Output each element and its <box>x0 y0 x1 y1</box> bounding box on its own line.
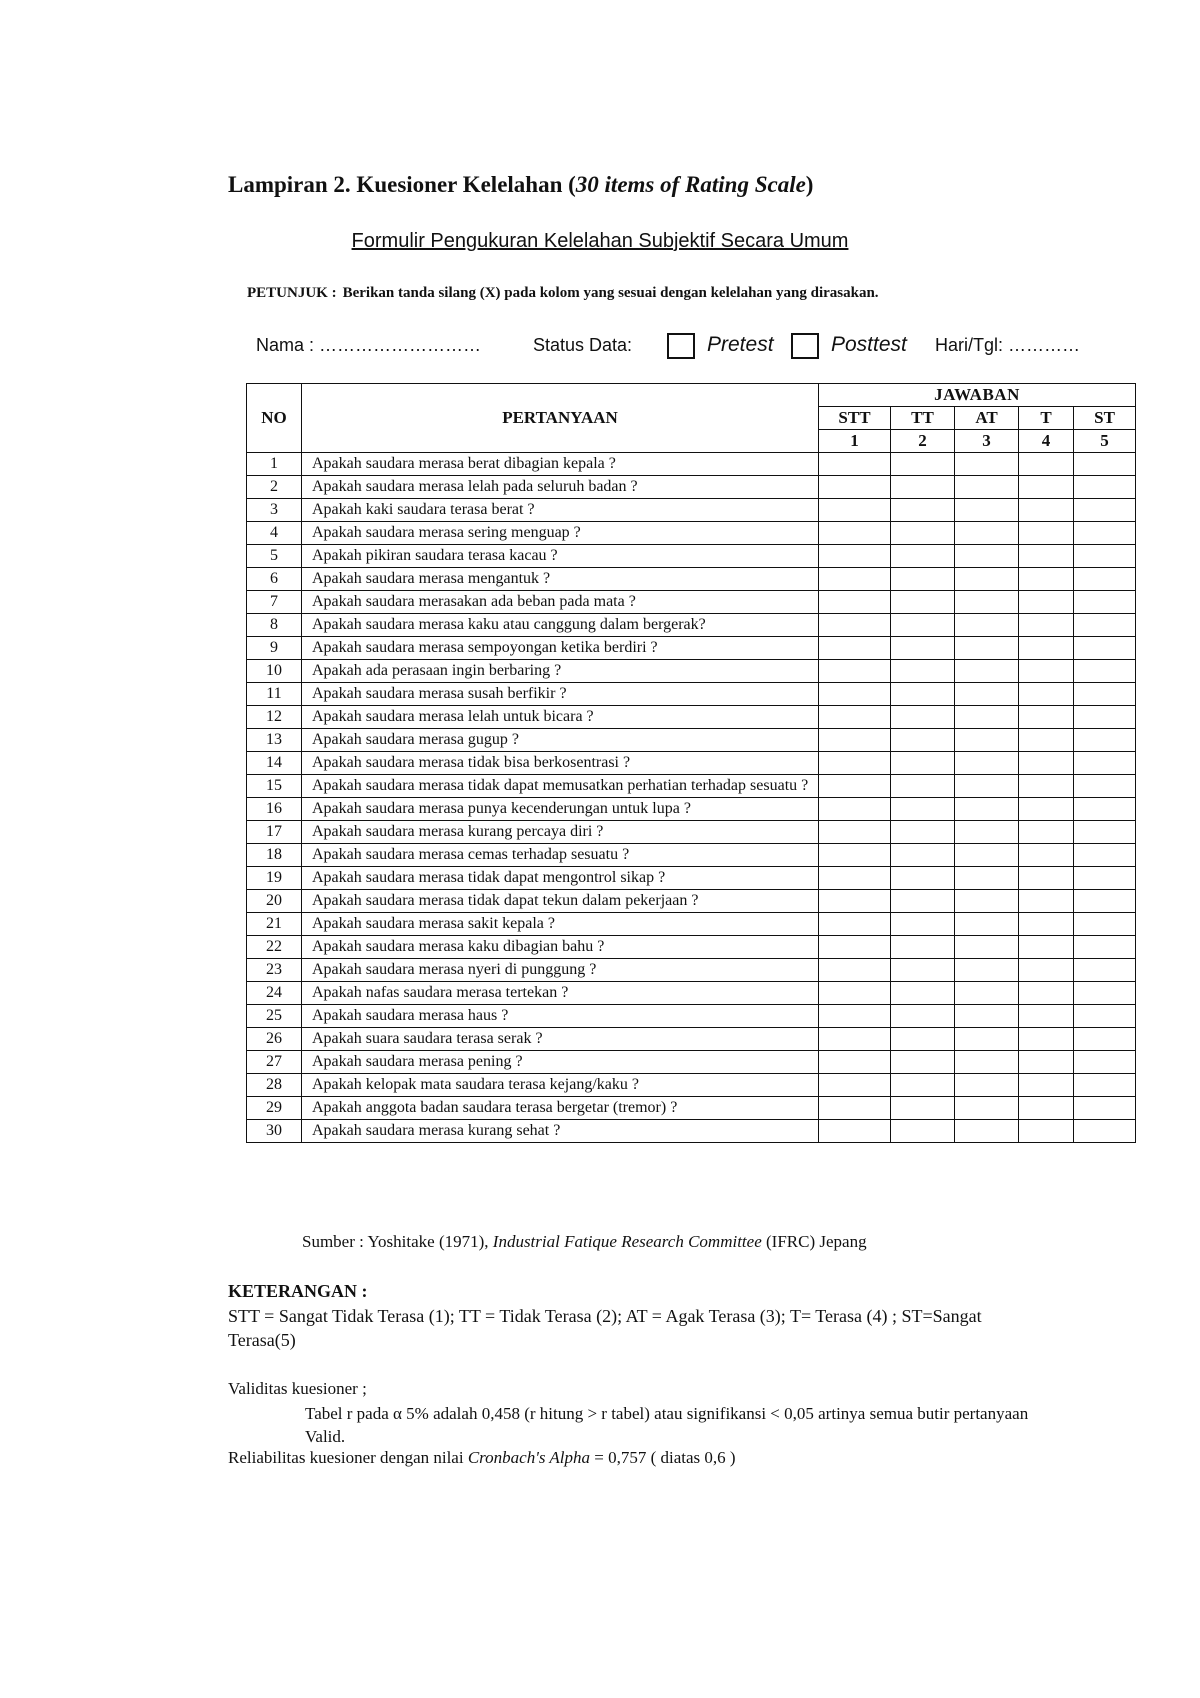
instructions <box>247 285 879 302</box>
question-text: Apakah saudara merasa cemas terhadap sesuatu ? <box>302 844 819 867</box>
answer-cell[interactable] <box>819 890 891 913</box>
title-suffix: ) <box>805 172 814 197</box>
table-row <box>247 1074 1136 1097</box>
question-number: 23 <box>247 959 302 982</box>
header-no: NO <box>247 384 302 453</box>
table-row <box>247 476 1136 499</box>
table-row <box>247 1051 1136 1074</box>
answer-cell[interactable] <box>955 568 1019 591</box>
answer-cell[interactable] <box>891 614 955 637</box>
answer-cell[interactable] <box>1019 959 1074 982</box>
answer-cell[interactable] <box>955 729 1019 752</box>
pretest-label: Pretest <box>707 333 774 356</box>
question-text: Apakah kaki saudara terasa berat ? <box>302 499 819 522</box>
answer-cell[interactable] <box>891 1120 955 1143</box>
header-answer: JAWABAN <box>819 384 1136 407</box>
question-text: Apakah saudara merasa gugup ? <box>302 729 819 752</box>
question-text: Apakah saudara merasa sempoyongan ketika berdiri ? <box>302 637 819 660</box>
source-italic: Industrial Fatique Research Committee <box>492 1232 762 1251</box>
question-number: 1 <box>247 453 302 476</box>
answer-cell[interactable] <box>819 637 891 660</box>
answer-cell[interactable] <box>1074 1005 1136 1028</box>
reliability-italic: Cronbach's Alpha <box>467 1448 590 1467</box>
answer-cell[interactable] <box>955 1120 1019 1143</box>
answer-cell[interactable] <box>891 522 955 545</box>
answer-cell[interactable] <box>1019 476 1074 499</box>
question-text: Apakah kelopak mata saudara terasa kejang/kaku ? <box>302 1074 819 1097</box>
title-prefix: Lampiran 2. Kuesioner Kelelahan ( <box>228 172 576 197</box>
answer-cell[interactable] <box>891 453 955 476</box>
answer-cell[interactable] <box>955 844 1019 867</box>
answer-cell[interactable] <box>1074 706 1136 729</box>
answer-cell[interactable] <box>955 591 1019 614</box>
answer-cell[interactable] <box>955 936 1019 959</box>
answer-cell[interactable] <box>1074 844 1136 867</box>
answer-cell[interactable] <box>1074 1097 1136 1120</box>
answer-cell[interactable] <box>1074 1028 1136 1051</box>
table-row <box>247 499 1136 522</box>
legend-heading: KETERANGAN : <box>228 1281 368 1301</box>
answer-cell[interactable] <box>891 844 955 867</box>
answer-cell[interactable] <box>1019 545 1074 568</box>
answer-cell[interactable] <box>819 867 891 890</box>
answer-cell[interactable] <box>1019 775 1074 798</box>
answer-cell[interactable] <box>955 522 1019 545</box>
answer-cell[interactable] <box>1074 798 1136 821</box>
answer-code: TT <box>891 407 955 430</box>
question-text: Apakah saudara merasa pening ? <box>302 1051 819 1074</box>
table-row <box>247 568 1136 591</box>
instructions-label: PETUNJUK : <box>247 285 337 301</box>
table-row <box>247 1120 1136 1143</box>
answer-cell[interactable] <box>1019 706 1074 729</box>
answer-cell[interactable] <box>819 1028 891 1051</box>
validity-heading: Validitas kuesioner ; <box>228 1379 367 1398</box>
answer-cell[interactable] <box>891 867 955 890</box>
reliability-prefix: Reliabilitas kuesioner dengan nilai <box>228 1448 468 1467</box>
answer-cell[interactable] <box>891 568 955 591</box>
answer-cell[interactable] <box>1074 660 1136 683</box>
answer-cell[interactable] <box>1074 1120 1136 1143</box>
answer-cell[interactable] <box>891 706 955 729</box>
answer-cell[interactable] <box>891 1028 955 1051</box>
questionnaire-body <box>247 453 1136 1143</box>
question-number: 3 <box>247 499 302 522</box>
table-row <box>247 821 1136 844</box>
question-number: 2 <box>247 476 302 499</box>
question-number: 16 <box>247 798 302 821</box>
answer-cell[interactable] <box>1074 959 1136 982</box>
question-text: Apakah saudara merasa tidak dapat mengontrol sikap ? <box>302 867 819 890</box>
validity-text: Tabel r pada α 5% adalah 0,458 (r hitung > r tabel) atau signifikansi < 0,05 artinya semua butir pertanyaan Valid. <box>305 1404 1029 1446</box>
question-number: 22 <box>247 936 302 959</box>
answer-cell[interactable] <box>1019 752 1074 775</box>
answer-cell[interactable] <box>1019 499 1074 522</box>
answer-code: ST <box>1074 407 1136 430</box>
answer-cell[interactable] <box>1019 453 1074 476</box>
answer-cell[interactable] <box>819 1097 891 1120</box>
question-text: Apakah saudara merasa tidak dapat memusatkan perhatian terhadap sesuatu ? <box>302 775 819 798</box>
answer-cell[interactable] <box>1019 890 1074 913</box>
answer-cell[interactable] <box>819 683 891 706</box>
answer-cell[interactable] <box>1074 522 1136 545</box>
answer-cell[interactable] <box>891 591 955 614</box>
title-italic: 30 items of Rating Scale <box>575 172 806 197</box>
answer-cell[interactable] <box>1074 913 1136 936</box>
answer-cell[interactable] <box>1019 1120 1074 1143</box>
question-number: 18 <box>247 844 302 867</box>
form-subtitle: Formulir Pengukuran Kelelahan Subjektif Secara Umum <box>351 230 849 252</box>
answer-cell[interactable] <box>955 476 1019 499</box>
answer-cell[interactable] <box>1019 867 1074 890</box>
question-text: Apakah saudara merasa berat dibagian kepala ? <box>302 453 819 476</box>
answer-cell[interactable] <box>1074 453 1136 476</box>
table-row <box>247 545 1136 568</box>
answer-cell[interactable] <box>955 890 1019 913</box>
answer-cell[interactable] <box>1074 499 1136 522</box>
answer-cell[interactable] <box>955 913 1019 936</box>
question-text: Apakah ada perasaan ingin berbaring ? <box>302 660 819 683</box>
table-row <box>247 844 1136 867</box>
question-number: 12 <box>247 706 302 729</box>
answer-cell[interactable] <box>819 568 891 591</box>
answer-cell[interactable] <box>955 545 1019 568</box>
question-number: 28 <box>247 1074 302 1097</box>
question-text: Apakah saudara merasa kaku atau canggung dalam bergerak? <box>302 614 819 637</box>
answer-score: 5 <box>1074 430 1136 453</box>
table-row <box>247 959 1136 982</box>
answer-code: AT <box>955 407 1019 430</box>
question-number: 26 <box>247 1028 302 1051</box>
answer-cell[interactable] <box>891 1005 955 1028</box>
question-text: Apakah nafas saudara merasa tertekan ? <box>302 982 819 1005</box>
answer-cell[interactable] <box>955 1097 1019 1120</box>
answer-code: T <box>1019 407 1074 430</box>
reliability-note <box>228 1448 736 1468</box>
question-number: 11 <box>247 683 302 706</box>
answer-cell[interactable] <box>819 798 891 821</box>
answer-cell[interactable] <box>955 982 1019 1005</box>
answer-cell[interactable] <box>1019 614 1074 637</box>
table-row <box>247 729 1136 752</box>
answer-cell[interactable] <box>1019 660 1074 683</box>
answer-cell[interactable] <box>1074 936 1136 959</box>
document-title <box>228 172 813 198</box>
answer-score: 2 <box>891 430 955 453</box>
table-row <box>247 637 1136 660</box>
question-number: 17 <box>247 821 302 844</box>
answer-cell[interactable] <box>1074 591 1136 614</box>
table-row <box>247 453 1136 476</box>
answer-cell[interactable] <box>819 1120 891 1143</box>
question-text: Apakah saudara merasa mengantuk ? <box>302 568 819 591</box>
question-text: Apakah saudara merasa lelah pada seluruh badan ? <box>302 476 819 499</box>
answer-cell[interactable] <box>891 982 955 1005</box>
answer-cell[interactable] <box>1074 752 1136 775</box>
answer-code: STT <box>819 407 891 430</box>
table-row <box>247 913 1136 936</box>
answer-cell[interactable] <box>1019 982 1074 1005</box>
answer-cell[interactable] <box>1019 591 1074 614</box>
answer-cell[interactable] <box>1019 1005 1074 1028</box>
answer-cell[interactable] <box>955 614 1019 637</box>
answer-cell[interactable] <box>1019 844 1074 867</box>
answer-cell[interactable] <box>1074 890 1136 913</box>
answer-cell[interactable] <box>819 729 891 752</box>
status-label: Status Data: <box>533 335 633 355</box>
reliability-suffix: = 0,757 ( diatas 0,6 ) <box>590 1448 736 1467</box>
question-number: 30 <box>247 1120 302 1143</box>
question-text: Apakah anggota badan saudara terasa bergetar (tremor) ? <box>302 1097 819 1120</box>
answer-cell[interactable] <box>819 660 891 683</box>
question-number: 20 <box>247 890 302 913</box>
answer-cell[interactable] <box>891 545 955 568</box>
answer-cell[interactable] <box>955 752 1019 775</box>
table-row <box>247 1097 1136 1120</box>
answer-cell[interactable] <box>955 499 1019 522</box>
answer-cell[interactable] <box>891 1074 955 1097</box>
answer-score: 1 <box>819 430 891 453</box>
answer-cell[interactable] <box>1019 821 1074 844</box>
table-row <box>247 775 1136 798</box>
answer-cell[interactable] <box>891 1051 955 1074</box>
question-number: 27 <box>247 1051 302 1074</box>
answer-cell[interactable] <box>819 982 891 1005</box>
answer-cell[interactable] <box>1074 729 1136 752</box>
answer-cell[interactable] <box>1019 568 1074 591</box>
question-number: 25 <box>247 1005 302 1028</box>
answer-cell[interactable] <box>955 821 1019 844</box>
answer-cell[interactable] <box>955 775 1019 798</box>
answer-cell[interactable] <box>1019 1051 1074 1074</box>
question-text: Apakah saudara merasa kaku dibagian bahu ? <box>302 936 819 959</box>
answer-cell[interactable] <box>1074 982 1136 1005</box>
answer-cell[interactable] <box>819 1051 891 1074</box>
answer-cell[interactable] <box>891 775 955 798</box>
source-prefix: Sumber : Yoshitake (1971), <box>302 1232 493 1251</box>
date-field[interactable]: Hari/Tgl: ………… <box>935 335 1081 355</box>
answer-cell[interactable] <box>1019 936 1074 959</box>
table-row <box>247 936 1136 959</box>
answer-cell[interactable] <box>819 545 891 568</box>
question-text: Apakah saudara merasa haus ? <box>302 1005 819 1028</box>
answer-cell[interactable] <box>1074 637 1136 660</box>
answer-cell[interactable] <box>891 821 955 844</box>
answer-cell[interactable] <box>1074 867 1136 890</box>
answer-cell[interactable] <box>891 729 955 752</box>
answer-cell[interactable] <box>819 1074 891 1097</box>
answer-cell[interactable] <box>1074 775 1136 798</box>
answer-cell[interactable] <box>891 913 955 936</box>
question-number: 8 <box>247 614 302 637</box>
table-row <box>247 660 1136 683</box>
form-fields <box>256 333 1136 361</box>
source-note <box>302 1232 867 1252</box>
answer-cell[interactable] <box>819 591 891 614</box>
answer-cell[interactable] <box>891 890 955 913</box>
answer-cell[interactable] <box>1074 614 1136 637</box>
table-row <box>247 752 1136 775</box>
answer-cell[interactable] <box>1019 798 1074 821</box>
table-row <box>247 867 1136 890</box>
question-text: Apakah saudara merasa kurang sehat ? <box>302 1120 819 1143</box>
table-row <box>247 591 1136 614</box>
answer-cell[interactable] <box>1074 683 1136 706</box>
question-number: 9 <box>247 637 302 660</box>
question-text: Apakah saudara merasa kurang percaya diri ? <box>302 821 819 844</box>
answer-cell[interactable] <box>891 683 955 706</box>
question-number: 24 <box>247 982 302 1005</box>
question-text: Apakah saudara merasa susah berfikir ? <box>302 683 819 706</box>
question-text: Apakah saudara merasa tidak bisa berkosentrasi ? <box>302 752 819 775</box>
answer-cell[interactable] <box>819 522 891 545</box>
answer-cell[interactable] <box>955 706 1019 729</box>
question-text: Apakah saudara merasa punya kecenderungan untuk lupa ? <box>302 798 819 821</box>
answer-cell[interactable] <box>1019 1028 1074 1051</box>
posttest-checkbox[interactable] <box>791 333 819 359</box>
question-text: Apakah saudara merasa tidak dapat tekun dalam pekerjaan ? <box>302 890 819 913</box>
question-number: 19 <box>247 867 302 890</box>
answer-cell[interactable] <box>955 959 1019 982</box>
answer-cell[interactable] <box>891 798 955 821</box>
answer-cell[interactable] <box>819 614 891 637</box>
question-number: 29 <box>247 1097 302 1120</box>
question-number: 14 <box>247 752 302 775</box>
answer-cell[interactable] <box>1019 637 1074 660</box>
question-number: 4 <box>247 522 302 545</box>
answer-cell[interactable] <box>891 499 955 522</box>
question-text: Apakah pikiran saudara terasa kacau ? <box>302 545 819 568</box>
answer-cell[interactable] <box>819 959 891 982</box>
answer-cell[interactable] <box>891 637 955 660</box>
answer-cell[interactable] <box>891 936 955 959</box>
answer-cell[interactable] <box>1074 545 1136 568</box>
table-row <box>247 522 1136 545</box>
answer-cell[interactable] <box>1019 1074 1074 1097</box>
answer-cell[interactable] <box>955 637 1019 660</box>
answer-cell[interactable] <box>819 775 891 798</box>
table-row <box>247 1005 1136 1028</box>
questionnaire-table <box>246 383 1136 1143</box>
answer-cell[interactable] <box>1074 476 1136 499</box>
question-text: Apakah suara saudara terasa serak ? <box>302 1028 819 1051</box>
question-number: 10 <box>247 660 302 683</box>
answer-cell[interactable] <box>891 660 955 683</box>
legend-text: STT = Sangat Tidak Terasa (1); TT = Tidak Terasa (2); AT = Agak Terasa (3); T= Terasa (4) ; ST=Sangat Terasa(5) <box>228 1306 982 1350</box>
question-number: 7 <box>247 591 302 614</box>
pretest-checkbox[interactable] <box>667 333 695 359</box>
question-text: Apakah saudara merasa nyeri di punggung ? <box>302 959 819 982</box>
answer-cell[interactable] <box>955 1051 1019 1074</box>
table-row <box>247 614 1136 637</box>
question-number: 6 <box>247 568 302 591</box>
answer-cell[interactable] <box>1019 913 1074 936</box>
answer-cell[interactable] <box>1019 1097 1074 1120</box>
answer-cell[interactable] <box>819 453 891 476</box>
answer-cell[interactable] <box>1019 522 1074 545</box>
answer-cell[interactable] <box>819 476 891 499</box>
answer-cell[interactable] <box>819 844 891 867</box>
question-number: 13 <box>247 729 302 752</box>
answer-cell[interactable] <box>819 821 891 844</box>
question-text: Apakah saudara merasa sakit kepala ? <box>302 913 819 936</box>
answer-cell[interactable] <box>1019 729 1074 752</box>
answer-cell[interactable] <box>955 867 1019 890</box>
posttest-label: Posttest <box>831 333 907 356</box>
question-number: 21 <box>247 913 302 936</box>
answer-cell[interactable] <box>955 1028 1019 1051</box>
answer-cell[interactable] <box>955 1005 1019 1028</box>
question-text: Apakah saudara merasa sering menguap ? <box>302 522 819 545</box>
table-row <box>247 706 1136 729</box>
table-row <box>247 798 1136 821</box>
question-text: Apakah saudara merasa lelah untuk bicara ? <box>302 706 819 729</box>
answer-cell[interactable] <box>955 683 1019 706</box>
answer-cell[interactable] <box>819 706 891 729</box>
answer-cell[interactable] <box>1074 1074 1136 1097</box>
table-row <box>247 1028 1136 1051</box>
answer-cell[interactable] <box>819 936 891 959</box>
header-question: PERTANYAAN <box>302 384 819 453</box>
answer-cell[interactable] <box>819 1005 891 1028</box>
answer-cell[interactable] <box>891 752 955 775</box>
answer-cell[interactable] <box>1074 568 1136 591</box>
table-row <box>247 890 1136 913</box>
answer-cell[interactable] <box>819 499 891 522</box>
answer-cell[interactable] <box>1019 683 1074 706</box>
answer-cell[interactable] <box>819 913 891 936</box>
answer-cell[interactable] <box>955 453 1019 476</box>
answer-cell[interactable] <box>955 798 1019 821</box>
name-field[interactable]: Nama : ……………………… <box>256 335 482 355</box>
answer-cell[interactable] <box>891 959 955 982</box>
answer-cell[interactable] <box>955 1074 1019 1097</box>
answer-cell[interactable] <box>819 752 891 775</box>
instructions-text: Berikan tanda silang (X) pada kolom yang sesuai dengan kelelahan yang dirasakan. <box>342 285 879 301</box>
question-number: 15 <box>247 775 302 798</box>
answer-cell[interactable] <box>891 1097 955 1120</box>
question-text: Apakah saudara merasakan ada beban pada mata ? <box>302 591 819 614</box>
answer-score: 4 <box>1019 430 1074 453</box>
table-row <box>247 683 1136 706</box>
question-number: 5 <box>247 545 302 568</box>
table-row <box>247 982 1136 1005</box>
answer-cell[interactable] <box>955 660 1019 683</box>
answer-cell[interactable] <box>891 476 955 499</box>
source-suffix: (IFRC) Jepang <box>761 1232 867 1251</box>
answer-cell[interactable] <box>1074 1051 1136 1074</box>
answer-score: 3 <box>955 430 1019 453</box>
answer-cell[interactable] <box>1074 821 1136 844</box>
